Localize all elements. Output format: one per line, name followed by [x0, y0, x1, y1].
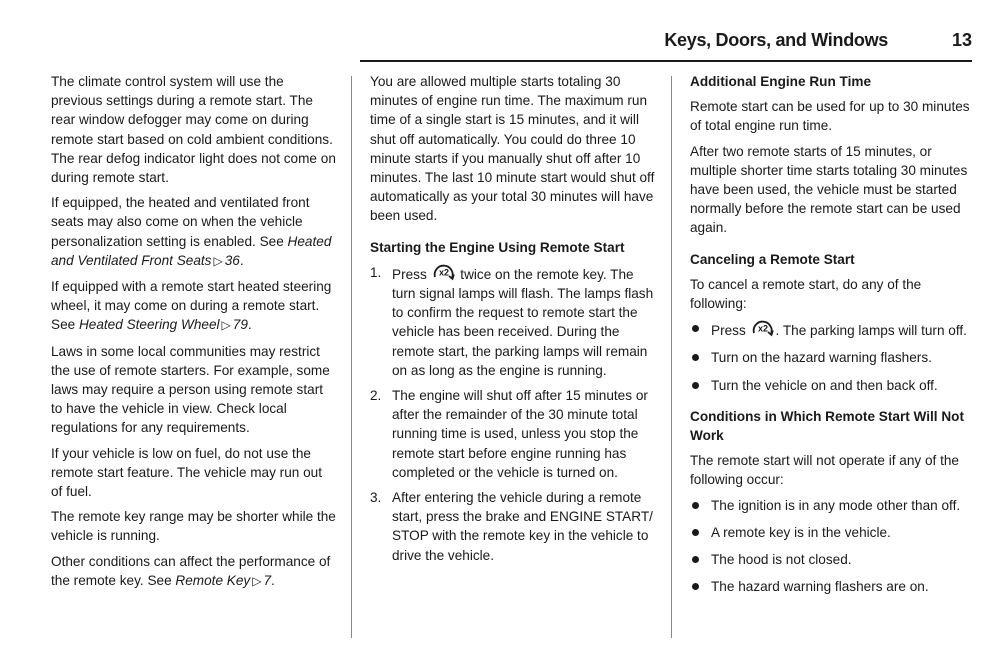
column-divider [351, 76, 352, 638]
cancel-list [690, 319, 974, 395]
bullet-icon [692, 583, 699, 590]
conditions-list [690, 496, 974, 597]
list-item: Press x2 . The parking lamps will turn off. [690, 319, 974, 340]
paragraph: Laws in some local communities may restrict the use of remote starters. For example, some laws may require a person using remote start to have the vehicle in view. Check local regulations for any requirements. [51, 343, 330, 436]
remote-start-x2-icon [751, 319, 775, 339]
paragraph: Other conditions can affect the performance of the remote key. See Remote Key ▷ 7. [51, 553, 331, 588]
page-number: 13 [951, 30, 972, 50]
paragraph: If your vehicle is low on fuel, do not use the remote start feature. The vehicle may run out of fuel. [51, 445, 322, 500]
column-divider [671, 76, 672, 638]
section-heading: Additional Engine Run Time [690, 74, 871, 89]
paragraph: To cancel a remote start, do any of the following: [690, 276, 922, 312]
paragraph: The climate control system will use the previous settings during a remote start. The rear window defogger may come on during remote start based on cold ambient conditions. The rear defog indicator light does not come on during remote start. [51, 74, 336, 186]
list-item: Turn on the hazard warning flashers. [690, 348, 974, 367]
steps-list [370, 263, 656, 565]
list-item: Turn the vehicle on and then back off. [690, 376, 974, 395]
triangle-arrow-icon: ▷ [252, 573, 262, 588]
list-item: A remote key is in the vehicle. [690, 523, 974, 542]
paragraph: Remote start can be used for up to 30 minutes of total engine run time. [690, 99, 970, 134]
paragraph: If equipped with a remote start heated steering wheel, it may come on during a remote start. See Heated Steering Wheel ▷ 79. [51, 279, 332, 333]
paragraph: If equipped, the heated and ventilated front seats may also come on when the vehicle personalization setting is enabled. See Heated and Ventilated Front Seats ▷ 36. [51, 195, 332, 268]
bullet-icon [692, 325, 699, 332]
list-item: 3. After entering the vehicle during a remote start, press the brake and ENGINE START/ STOP with the remote key in the vehicle to drive the vehicle. [370, 490, 653, 563]
column-1 [51, 72, 336, 597]
column-3 [690, 72, 974, 604]
paragraph: The remote key range may be shorter while the vehicle is running. [51, 509, 336, 544]
cross-reference-link[interactable]: Heated Steering Wheel [78, 317, 220, 333]
list-item: The ignition is in any mode other than off. [690, 496, 974, 515]
paragraph: After two remote starts of 15 minutes, or multiple shorter time starts totaling 30 minutes have been used, the vehicle must be started normally before the remote start can be used again. [690, 143, 968, 236]
remote-start-x2-icon [432, 263, 456, 283]
svg-text:x2: x2 [438, 267, 449, 278]
triangle-arrow-icon: ▷ [221, 318, 231, 333]
page-reference: 36 [224, 252, 240, 268]
cross-reference-link[interactable]: Remote Key [175, 572, 251, 588]
bullet-icon [692, 556, 699, 563]
list-item: 2. The engine will shut off after 15 minutes or after the remainder of the 30 minute total running time is used, unless you stop the remote start before engine running has completed or the vehicle is turned on. [370, 388, 648, 480]
svg-text:x2: x2 [757, 323, 768, 334]
bullet-icon [692, 502, 699, 509]
bullet-icon [692, 354, 699, 361]
column-2 [370, 72, 656, 571]
list-item: The hood is not closed. [690, 550, 974, 569]
bullet-icon [692, 382, 699, 389]
section-heading: Canceling a Remote Start [690, 251, 855, 267]
bullet-icon [692, 529, 699, 536]
triangle-arrow-icon: ▷ [213, 253, 223, 268]
cross-reference-link[interactable]: Heated and Ventilated Front Seats [51, 233, 332, 268]
header-rule [360, 60, 972, 62]
section-title: Keys, Doors, and Windows [664, 30, 888, 50]
list-item: 1. Press x2 twice on the remote key. The turn signal lamps will flash. The lamps flash to confirm the request to remote start the vehicle has been received. During the remote start, the parking lamps will remain on as long as the engine is running. [370, 264, 654, 378]
page-reference: 79 [232, 317, 248, 333]
section-heading: Conditions in Which Remote Start Will Not Work [690, 408, 965, 444]
section-heading: Starting the Engine Using Remote Start [370, 239, 625, 255]
page-reference: 7 [263, 572, 272, 588]
paragraph: The remote start will not operate if any of the following occur: [690, 453, 959, 488]
list-item: The hazard warning flashers are on. [690, 577, 974, 596]
page-header [0, 30, 1000, 60]
paragraph: You are allowed multiple starts totaling 30 minutes of engine run time. The maximum run time of a single start is 15 minutes, and it will shut off automatically. You could do three 10 minute starts if you manually shut off after 10 minutes. The last 10 minute start would shut off automatically as your total 30 minutes will have been used. [370, 74, 655, 224]
